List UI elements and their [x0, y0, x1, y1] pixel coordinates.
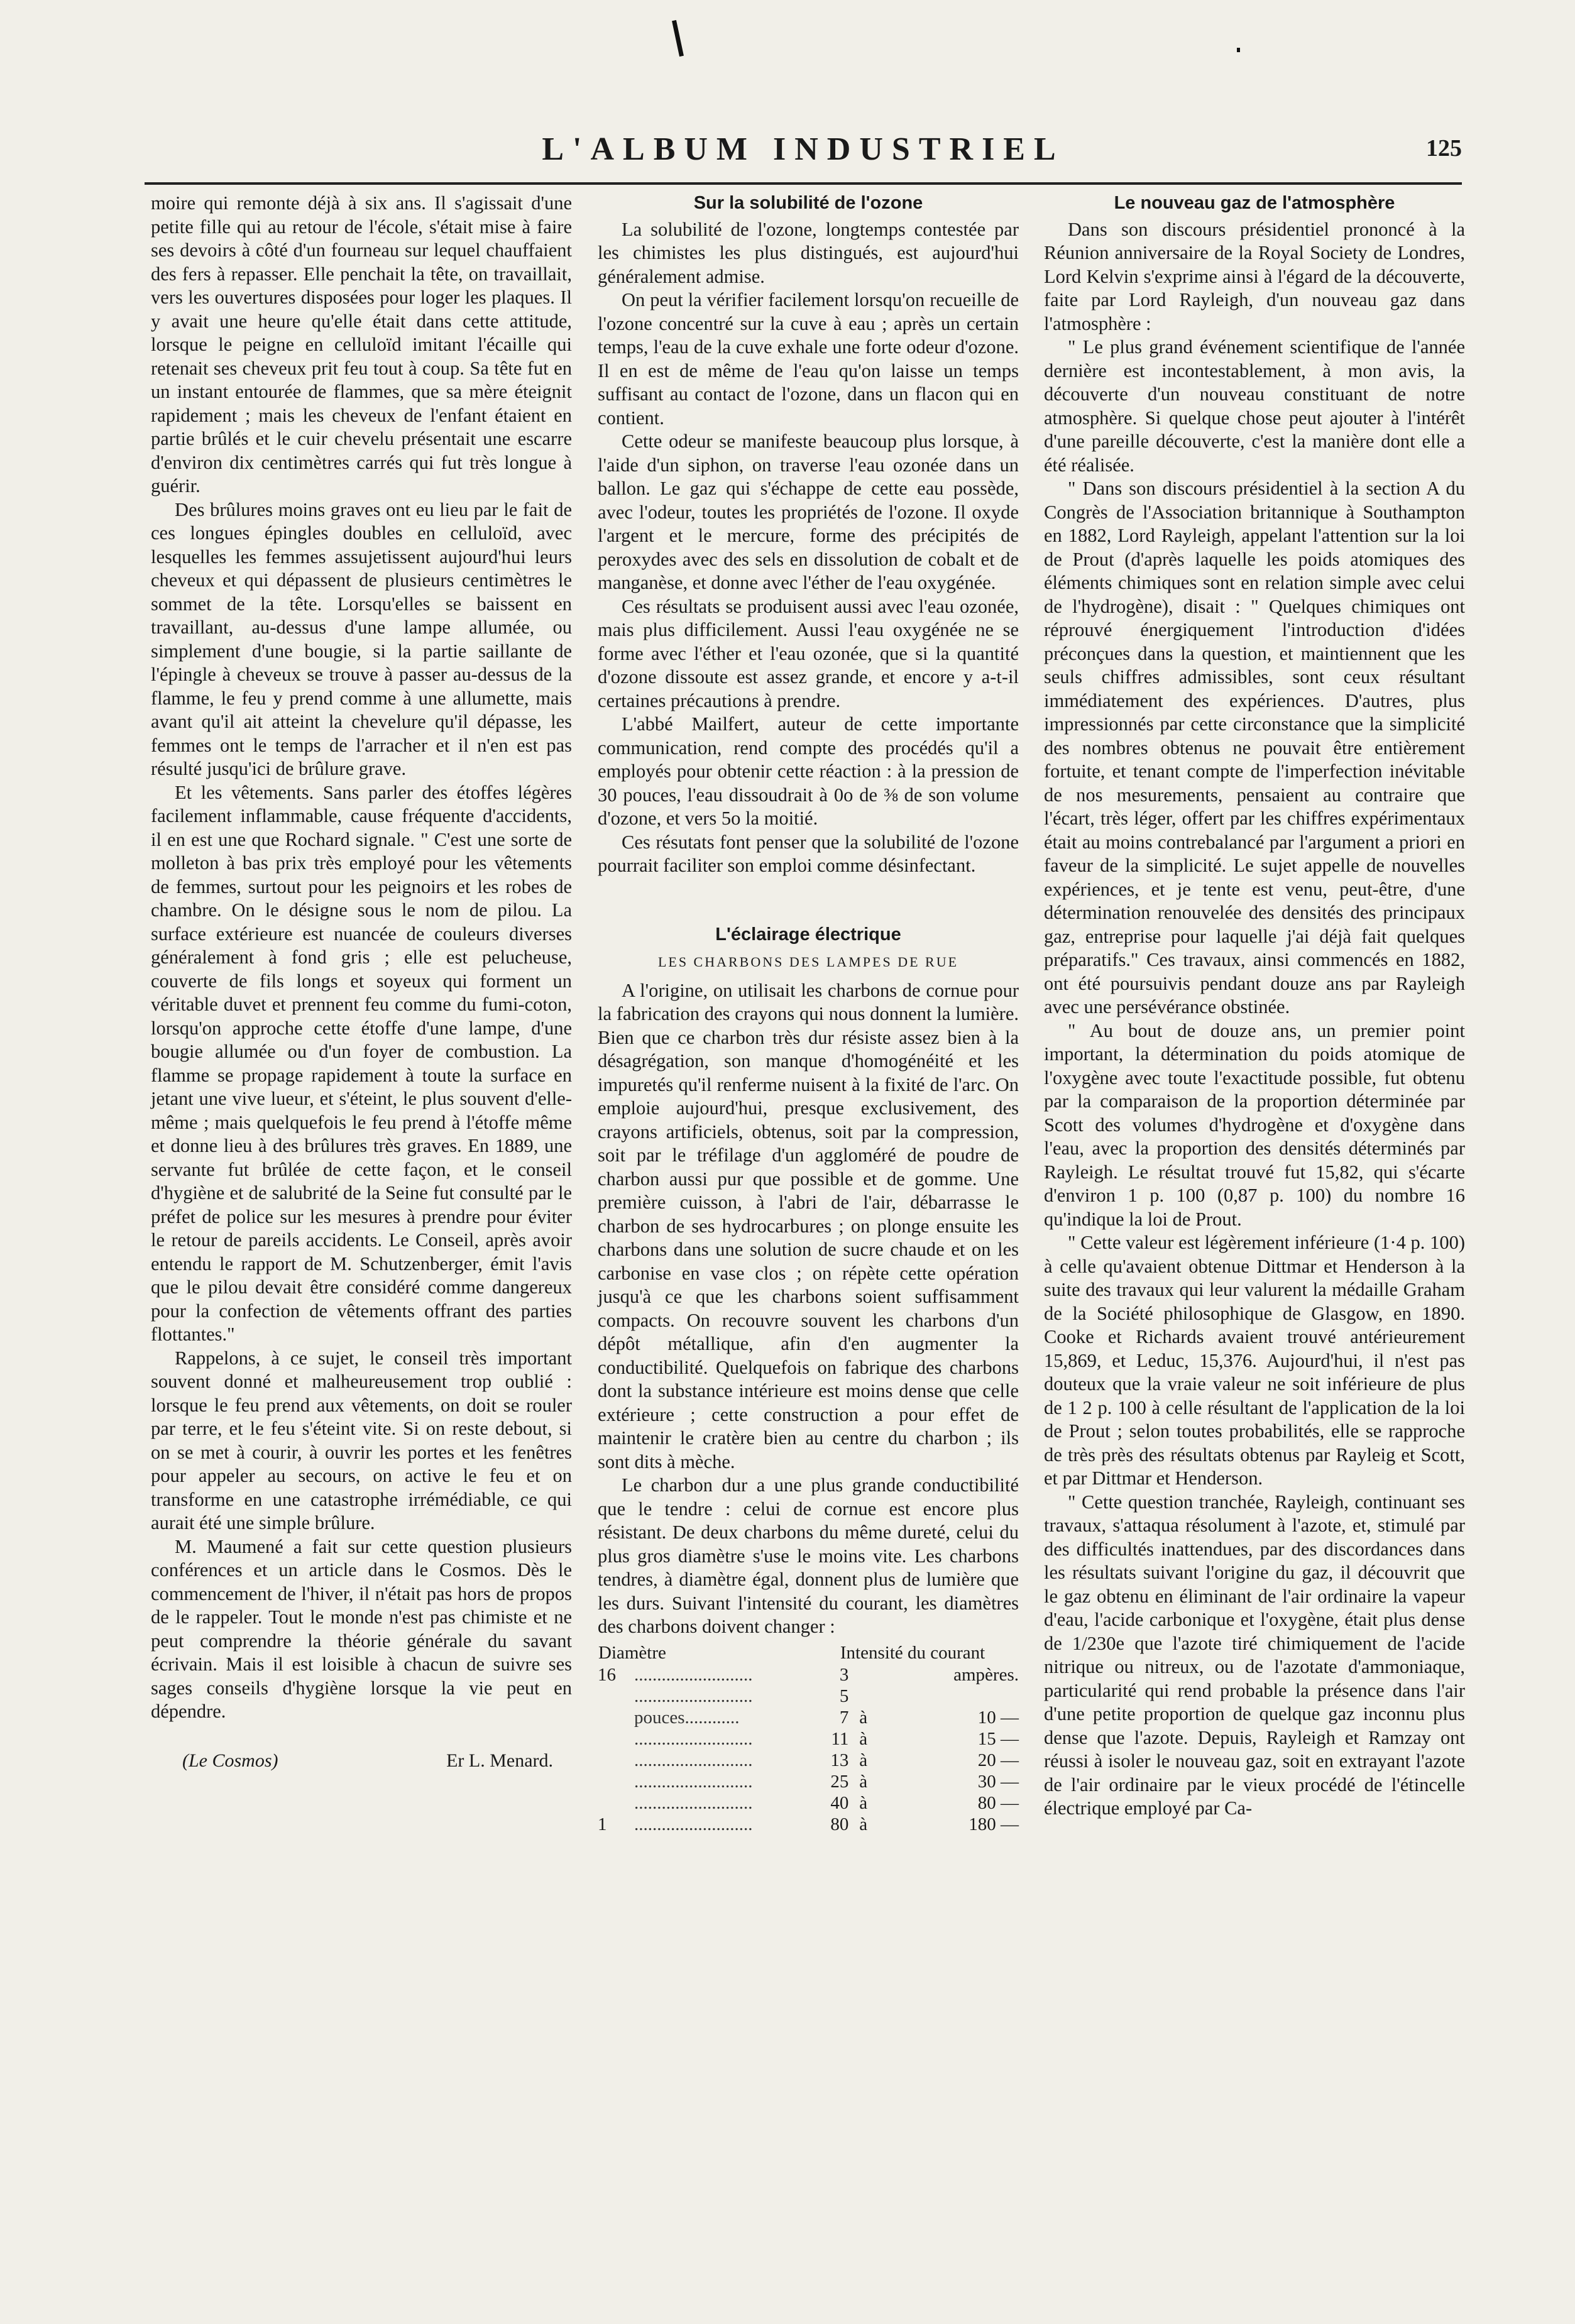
table-cell-min: 11: [831, 1728, 849, 1749]
table-cell-min: 40: [830, 1792, 849, 1813]
table-cell-leader: ..........................: [634, 1664, 753, 1685]
table-cell-leader: ..........................: [634, 1685, 753, 1706]
table-cell-max: 80 —: [977, 1792, 1019, 1813]
paragraph: " Dans son discours présidentiel à la section A du Congrès de l'Association britannique à Southampton en 1882, Lord Rayleigh, appelant l'attention sur la loi de Prout (d'après laquelle les poids atomiques des éléments chimiques sont en relation simple avec celui de l'hydrogène), disait : " Quelques chimiques ont réprouvé énergiquement l'introduction d'idées préconçues dans la question, et maintiennent que les seuls chiffres admissibles, sont ceux résultant immédiatement des expériences. D'autres, plus impressionnés par cette circonstance que la simplicité des nombres obtenus ne pouvait être entièrement fortuite, et tenant compte de l'imperfection inévitable de nos mesurements, pensaient au contraire que l'écart, très léger, offert par les chiffres expérimentaux était au moins contrebalancé par l'argument a priori en faveur de la simplicité. Le sujet appelle de nouvelles expériences, et je tente est venu, peut-être, d'une détermination renouvelée des densités des principaux gaz, entreprise pour laquelle j'ai déjà fait quelques préparatifs." Ces travaux, ainsi commencés en 1882, ont été poursuivis pendant douze ans par Rayleigh avec une persévérance obstinée.: [1044, 478, 1465, 1017]
header-rule: [145, 182, 1462, 185]
table-cell-min: 7: [839, 1707, 849, 1728]
table-cell-leader: ..........................: [634, 1728, 753, 1749]
table-cell-max: ampères.: [953, 1664, 1019, 1685]
table-cell-diameter: 16: [598, 1664, 616, 1685]
paragraph: Le charbon dur a une plus grande conductibilité que le tendre : celui de cornue est encore plus résistant. De deux charbons du même dureté, celui du plus gros diamètre s'use le moins vite. Les charbons tendres, à diamètre égal, donnent plus de lumière que les durs. Suivant l'intensité du courant, les diamètres des charbons doivent changer :: [598, 1474, 1019, 1637]
table-cell-separator: [848, 1685, 867, 1707]
paragraph: " Cette question tranchée, Rayleigh, continuant ses travaux, s'attaqua résolument à l'azote, et, stimulé par des difficultés inattendues, par des discordances dans les résultats suivant l'origine du gaz, il découvrit que le gaz obtenu en éliminant de l'air ordinaire la vapeur d'eau, l'acide carbonique et l'oxygène, était plus dense de 1/230e que l'azote tiré chimiquement de l'acide nitrique ou nitreux, ou de l'azotate d'ammoniaque, particularité qui rend probable la présence dans l'air d'une petite proportion de quelque gaz inconnu plus dense que l'azote. Depuis, Rayleigh et Ramzay ont réussi à isoler le nouveau gaz, soit en extrayant l'azote de l'air ordinaire par le vieux procédé de l'étincelle électrique employé par Ca-: [1044, 1491, 1465, 1819]
table-cell-separator: à: [859, 1771, 868, 1792]
paragraph: Et les vêtements. Sans parler des étoffes légères facilement inflammable, cause fréquente d'accidents, il en est une que Rochard signale. " C'est une sorte de molleton à bas prix très employé pour les vêtements de femmes, surtout pour les peignoirs et les robes de chambre. On le désigne sous le nom de pilou. La surface extérieure est nuancée de couleurs diverses généralement à fond gris ; elle est pelucheuse, couverte de fils longs et soyeux qui forment un véritable duvet et prennent feu comme du fumi-coton, lorsqu'on approche cette étoffe d'une lampe, d'une bougie allumée ou d'un foyer de combustion. La flamme se propage rapidement à toute la surface en jetant une vive lueur, et s'éteint, le plus souvent d'elle-même ; mais quelquefois le feu prend à l'étoffe même et donne lieu à des brûlures très graves. En 1889, une servante fut brûlée de cette façon, et le conseil d'hygiène et de salubrité de la Seine fut consulté par le préfet de police sur les mesures à prendre pour éviter le retour de pareils accidents. Le Conseil, après avoir entendu le rapport de M. Schutzenberger, émit l'avis que le pilou devait être considéré comme dangereux pour la confection de vêtements offrant des parties flottantes.": [151, 781, 572, 1345]
source-citation: (Le Cosmos): [182, 1750, 278, 1771]
author-name: Er L. Menard.: [446, 1750, 553, 1771]
table-cell-leader: ..........................: [634, 1792, 753, 1813]
table-header-intensity: Intensité du courant: [840, 1642, 985, 1663]
paragraph: Cette odeur se manifeste beaucoup plus lorsque, à l'aide d'un siphon, on traverse l'eau ozonée dans un ballon. Le gaz qui s'échappe de cette eau possède, avec l'odeur, toutes les propriétés de l'ozone. Il oxyde l'argent et le mercure, forme des précipités de peroxydes avec des sels en dissolution de cobalt et de manganèse, et donne avec l'éther de l'eau oxygénée.: [598, 430, 1019, 593]
column-left: [151, 192, 572, 1772]
table-cell-separator: à: [859, 1814, 868, 1834]
table-header-row: [598, 1642, 1019, 1664]
table-row: [598, 1664, 1019, 1685]
paragraph: " Le plus grand événement scientifique de l'année dernière est incontestablement, à mon avis, la découverte d'un nouveau constituant de notre atmosphère. Si quelque chose peut ajouter à l'intérêt d'une pareille découverte, c'est la manière dont elle a été réalisée.: [1044, 336, 1465, 476]
paragraph: Dans son discours présidentiel prononcé à la Réunion anniversaire de la Royal Society de Londres, Lord Kelvin s'exprime ainsi à l'égard de la découverte, faite par Lord Rayleigh, d'un nouveau gaz dans l'atmosphère :: [1044, 218, 1465, 334]
section-title-gaz: Le nouveau gaz de l'atmosphère: [1114, 193, 1395, 213]
table-row: [598, 1750, 1019, 1771]
table-cell-max: [867, 1685, 1019, 1707]
page-number: 125: [1426, 135, 1462, 162]
table-cell-diameter: [598, 1792, 634, 1814]
table-row: [598, 1771, 1019, 1792]
section-subtitle: LES CHARBONS DES LAMPES DE RUE: [657, 954, 959, 970]
print-speck: [1237, 48, 1240, 52]
table-cell-diameter: 1: [598, 1814, 607, 1834]
journal-title: L'ALBUM INDUSTRIEL: [542, 131, 1065, 167]
paragraph: " Cette valeur est légèrement inférieure (1·4 p. 100) à celle qu'avaient obtenue Dittmar et Henderson à la suite des travaux qui leur valurent la médaille Graham de la Société philosophique de Glasgow, en 1890. Cooke et Richards avaient trouvé antérieurement 15,869, et Leduc, 15,376. Aujourd'hui, il n'est pas douteux que la vraie valeur ne soit inférieure de plus de 1 2 p. 100 à celle résultant de l'application de la loi de Prout ; selon toutes probabilités, elle se rapproche de très près des résultats obtenus par Rayleig et Scott, et par Dittmar et Henderson.: [1044, 1232, 1465, 1489]
section-gap: [598, 878, 1019, 923]
table-cell-leader: ..........................: [634, 1771, 753, 1792]
table-row: [598, 1685, 1019, 1707]
table-cell-leader: ..........................: [634, 1750, 753, 1770]
table-cell-min: 13: [830, 1750, 849, 1770]
paragraph: La solubilité de l'ozone, longtemps contestée par les chimistes les plus distingués, est aujourd'hui généralement admise.: [598, 218, 1019, 287]
paragraph: Rappelons, à ce sujet, le conseil très important souvent donné et malheureusement trop oublié : lorsque le feu prend aux vêtements, on doit se rouler par terre, et le feu s'éteint vite. Si on reste debout, si on se met à courir, à ouvrir les portes et les fenêtres pour appeler au secours, on active le feu et on transforme en une catastrophe irrémédiable, ce qui aurait été une simple brûlure.: [151, 1347, 572, 1533]
table-row: [598, 1707, 1019, 1728]
table-cell-separator: [848, 1664, 867, 1685]
table-cell-max: 10 —: [977, 1707, 1019, 1728]
paragraph: moire qui remonte déjà à six ans. Il s'agissait d'une petite fille qui au retour de l'école, s'était mise à faire ses devoirs à côté d'un fourneau sur lequel chauffaient des fers à repasser. Elle penchait la tête, on travaillait, vers les ouvertures disposées pour loger les plaques. Il y avait une heure qu'elle était dans cette attitude, lorsque le peigne en celluloïd imitant l'écaille qui retenait ses cheveux prit feu tout à coup. Sa tête fut en un instant entourée de flammes, que sa mère éteignit rapidement ; mais les cheveux de l'enfant étaient en partie brûlés et le cuir chevelu présentait une escarre d'environ dix centimètres carrés qui fut très longue à guérir.: [151, 192, 572, 496]
table-cell-leader: pouces............: [634, 1707, 740, 1728]
table-cell-separator: à: [859, 1728, 868, 1749]
paragraph: Ces résultats se produisent aussi avec l'eau ozonée, mais plus difficilement. Aussi l'eau oxygénée ne se forme avec l'éther et l'eau ozonée, que si la quantité d'ozone dissoute est assez grande, et encore y a-t-il certaines précautions à prendre.: [598, 595, 1019, 711]
table-cell-max: 15 —: [977, 1728, 1019, 1749]
table-cell-separator: à: [859, 1750, 868, 1770]
table-cell-diameter: [598, 1707, 634, 1728]
table-cell-diameter: [598, 1750, 634, 1771]
table-cell-max: 30 —: [977, 1771, 1019, 1792]
table-cell-diameter: [598, 1728, 634, 1750]
diameter-table: [598, 1642, 1019, 1835]
table-cell-diameter: [598, 1685, 634, 1707]
table-cell-max: 180 —: [969, 1814, 1019, 1834]
print-speck: [672, 20, 684, 57]
paragraph: L'abbé Mailfert, auteur de cette importante communication, rend compte des procédés qu'il a employés pour obtenir cette réaction : à la pression de 30 pouces, l'eau dissoudrait à 0o de ⅜ de son volume d'ozone, et vers 5o la moitié.: [598, 713, 1019, 829]
table-row: [598, 1728, 1019, 1750]
table-cell-separator: à: [859, 1707, 868, 1728]
paragraph: Des brûlures moins graves ont eu lieu par le fait de ces longues épingles doubles en celluloïd, avec lesquelles les femmes assujetissent aujourd'hui leurs cheveux et qui dépassent de plusieurs centimètres le sommet de la tête. Lorsqu'elles se baissent en travaillant, au-dessus d'une lampe allumée, ou simplement d'une bougie, si la partie saillante de l'épingle à cheveux se trouve à passer au-dessus de la flamme, le feu y prend comme à une allumette, mais avant qu'il ait atteint la chevelure qu'il dépasse, les femmes ont le temps de l'arracher et il n'en est pas résulté jusqu'ici de brûlure grave.: [151, 498, 572, 779]
section-title-ozone: Sur la solubilité de l'ozone: [693, 193, 923, 213]
column-middle: [598, 192, 1019, 1835]
table-cell-leader: ..........................: [634, 1814, 753, 1834]
table-cell-min: 5: [839, 1685, 849, 1706]
table-cell-separator: à: [859, 1792, 868, 1813]
table-row: [598, 1814, 1019, 1835]
column-right: [1044, 192, 1465, 1821]
table-cell-diameter: [598, 1771, 634, 1792]
table-cell-min: 25: [830, 1771, 849, 1792]
paragraph: A l'origine, on utilisait les charbons de cornue pour la fabrication des crayons qui nous donnent la lumière. Bien que ce charbon très dur résiste assez bien à la désagrégation, son manque d'homogénéité et les impuretés qu'il renferme nuisent à la fixité de l'arc. On emploie aujourd'hui, presque exclusivement, des crayons artificiels, obtenus, soit par la compression, soit par le tréfilage d'un aggloméré de poudre de charbon aussi pur que possible et de gomme. Une première cuisson, à l'abri de l'air, débarrasse le charbon de ses hydrocarbures ; on plonge ensuite les charbons dans une solution de sucre chaude et on les carbonise en vase clos ; on répète cette opération jusqu'à ce que les charbons soient suffisamment compacts. On recouvre souvent les charbons d'un dépôt métallique, afin d'en augmenter la conductibilité. Quelquefois on fabrique des charbons dont la substance intérieure est moins dense que celle extérieure ; cette construction a pour effet de maintenir le cratère bien au centre du charbon ; ils sont dits à mèche.: [598, 979, 1019, 1472]
signature-line: [151, 1749, 572, 1773]
masthead: [145, 126, 1462, 182]
table-row: [598, 1792, 1019, 1814]
section-title-eclairage: L'éclairage électrique: [715, 924, 901, 945]
paragraph: " Au bout de douze ans, un premier point important, la détermination du poids atomique de l'oxygène avec toute l'exactitude possible, fut obtenu par la comparaison de la proportion déterminée par Scott des volumes d'hydrogène et d'oxygène dans l'eau, avec la proportion des densités déterminés par Rayleigh. Le résultat trouvé fut 15,82, qui s'écarte d'environ 1 p. 100 (0,87 p. 100) du nombre 16 qu'indique la loi de Prout.: [1044, 1019, 1465, 1230]
paragraph: M. Maumené a fait sur cette question plusieurs conférences et un article dans le Cosmos. Dès le commencement de l'hiver, il n'était pas hors de propos de le rappeler. Tout le monde n'est pas chimiste et ne peut comprendre la théorie générale du savant écrivain. Mais il est loisible à chacun de suivre ses sages conseils d'hygiène lorsque la vie peut en dépendre.: [151, 1535, 572, 1722]
table-cell-max: 20 —: [977, 1750, 1019, 1770]
table-cell-min: 80: [830, 1814, 849, 1834]
table-cell-min: 3: [839, 1664, 849, 1685]
paragraph: On peut la vérifier facilement lorsqu'on recueille de l'ozone concentré sur la cuve à eau ; après un certain temps, l'eau de la cuve exhale une forte odeur d'ozone. Il en est de même de l'eau qu'on laisse un temps suffisant au contact de l'ozone, dans un flacon qui en contient.: [598, 289, 1019, 429]
table-header-diameter: Diamètre: [598, 1642, 666, 1663]
paragraph: Ces résutats font penser que la solubilité de l'ozone pourrait faciliter son emploi comme désinfectant.: [598, 831, 1019, 876]
